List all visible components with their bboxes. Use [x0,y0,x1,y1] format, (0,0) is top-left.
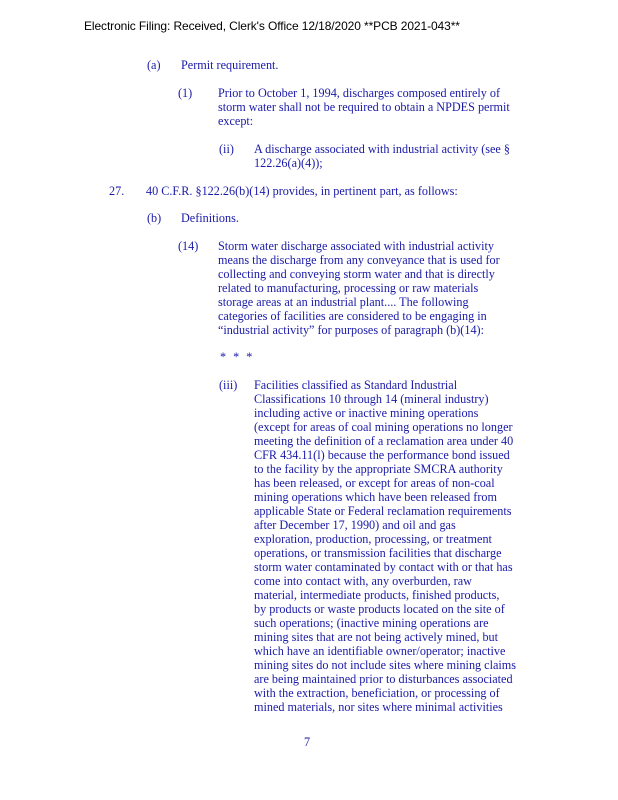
section-aii-label: (ii) [219,142,234,156]
section-b14-label: (14) [178,239,199,253]
filing-stamp-header: Electronic Filing: Received, Clerk's Office 12/18/2020 **PCB 2021-043** [84,19,460,33]
section-a1-label: (1) [178,86,193,100]
text-line: Facilities classified as Standard Industrial [254,378,458,392]
section-a1-text [218,86,536,128]
text-line: material, intermediate products, finished products, [254,588,500,602]
text-line: except: [218,114,254,128]
text-line: 122.26(a)(4)); [254,156,323,170]
text-line: come into contact with, any overburden, raw [254,574,472,588]
section-b-title: Definitions. [181,211,239,225]
text-line: categories of facilities are considered to be engaging in [218,309,487,323]
text-line: which have an identifiable owner/operator; inactive [254,644,506,658]
text-line: meeting the definition of a reclamation area under 40 [254,434,514,448]
text-line: Storm water discharge associated with industrial activity [218,239,494,253]
section-b14-text [218,239,540,337]
text-line: means the discharge from any conveyance that is used for [218,253,500,267]
text-line: mining sites do not include sites where mining claims [254,658,516,672]
text-line: applicable State or Federal reclamation requirements [254,504,512,518]
text-line: storm water contaminated by contact with or that has [254,560,513,574]
text-line: storage areas at an industrial plant.... The following [218,295,469,309]
section-biii-text [254,378,544,714]
paragraph-27-number: 27. [109,184,125,198]
text-line: with the extraction, beneficiation, or processing of [254,686,500,700]
text-line: mined materials, nor sites where minimal activities [254,700,503,714]
text-line: by products or waste products located on the site of [254,602,505,616]
section-aii-text [254,142,544,170]
text-line: mining operations which have been released from [254,490,497,504]
section-b-label: (b) [147,211,162,225]
text-line: operations, or transmission facilities that discharge [254,546,502,560]
text-line: has been released, or except for areas of non-coal [254,476,495,490]
text-line: CFR 434.11(l) because the performance bond issued [254,448,510,462]
text-line: to the facility by the appropriate SMCRA authority [254,462,503,476]
text-line: related to manufacturing, processing or raw materials [218,281,479,295]
text-line: Prior to October 1, 1994, discharges composed entirely of [218,86,501,100]
text-line: collecting and conveying storm water and that is directly [218,267,495,281]
text-line: (except for areas of coal mining operations no longer [254,420,513,434]
text-line: including active or inactive mining operations [254,406,479,420]
ellipsis-separator: * * * [220,350,255,364]
text-line: storm water shall not be required to obtain a NPDES permit [218,100,510,114]
page-number: 7 [304,735,311,749]
section-a-label: (a) [147,58,161,72]
section-a-title: Permit requirement. [181,58,279,72]
text-line: “industrial activity” for purposes of paragraph (b)(14): [218,323,485,337]
text-line: are being maintained prior to disturbances associated [254,672,513,686]
text-line: after December 17, 1990) and oil and gas [254,518,456,532]
section-biii-label: (iii) [219,378,238,392]
paragraph-27-text: 40 C.F.R. §122.26(b)(14) provides, in pertinent part, as follows: [146,184,458,198]
text-line: A discharge associated with industrial activity (see § [254,142,510,156]
text-line: such operations; (inactive mining operations are [254,616,489,630]
text-line: exploration, production, processing, or treatment [254,532,492,546]
text-line: mining sites that are not being actively mined, but [254,630,499,644]
text-line: Classifications 10 through 14 (mineral industry) [254,392,489,406]
